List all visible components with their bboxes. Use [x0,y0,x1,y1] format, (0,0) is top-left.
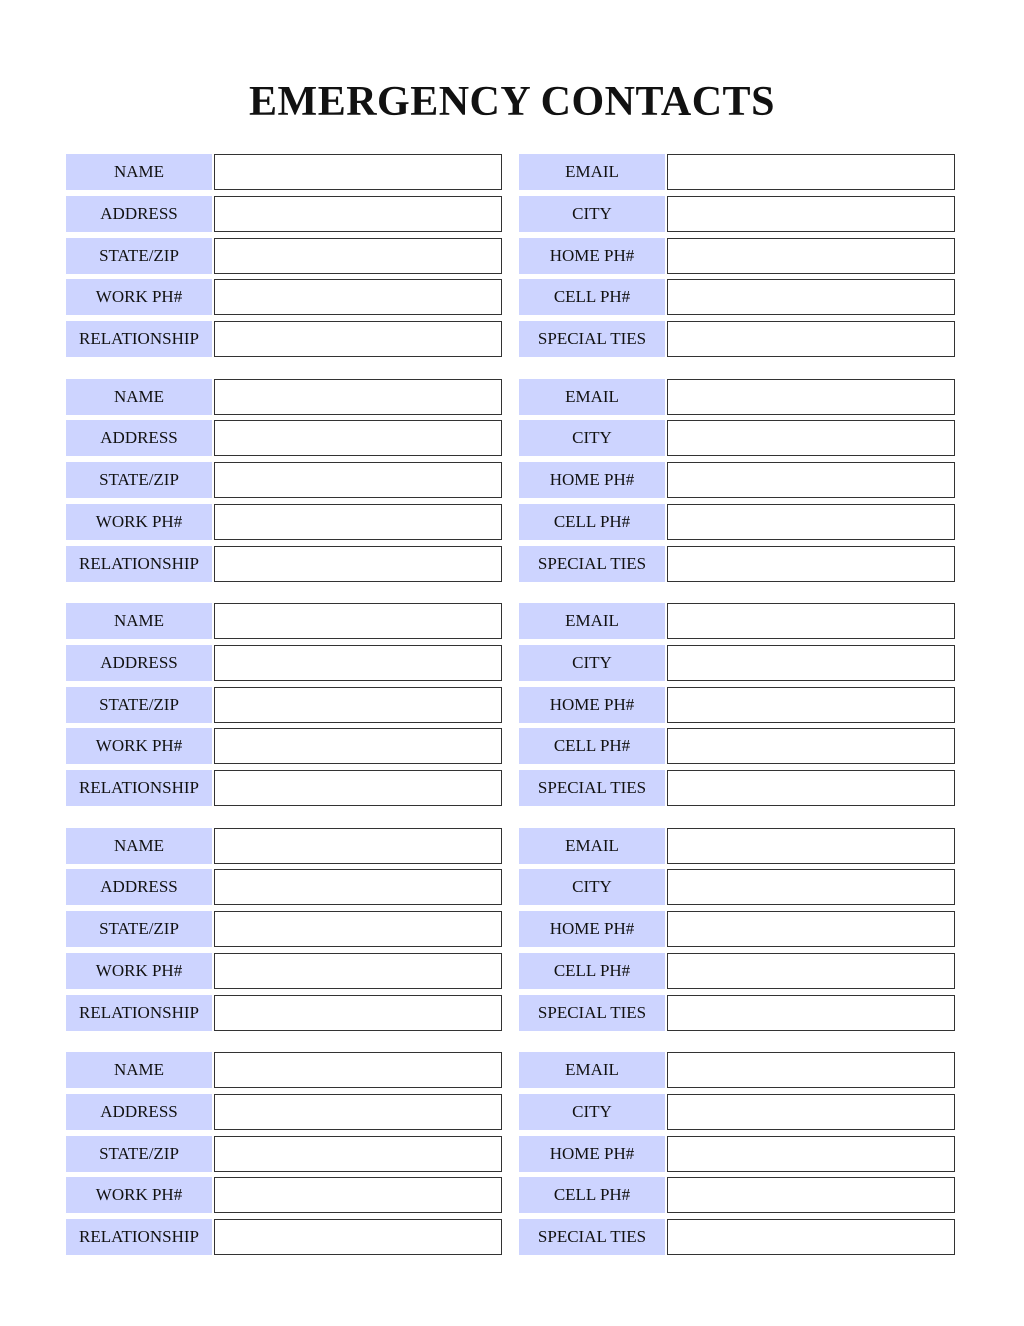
city-field[interactable] [667,645,955,681]
form-row [519,154,958,190]
contact-column-right [519,603,958,806]
form-row [519,462,958,498]
name-label: NAME [66,603,212,639]
page-title: EMERGENCY CONTACTS [249,79,775,125]
special-ties-label: SPECIAL TIES [519,770,665,806]
cell-ph-field[interactable] [667,1177,955,1213]
name-label: NAME [66,154,212,190]
address-field[interactable] [214,196,502,232]
city-field[interactable] [667,1094,955,1130]
form-row [519,687,958,723]
special-ties-field[interactable] [667,995,955,1031]
name-field[interactable] [214,828,502,864]
form-row [66,911,505,947]
form-row [66,645,505,681]
address-label: ADDRESS [66,196,212,232]
cell-ph-label: CELL PH# [519,728,665,764]
form-row [66,420,505,456]
relationship-field[interactable] [214,321,502,357]
form-row [519,953,958,989]
form-row [66,321,505,357]
relationship-label: RELATIONSHIP [66,321,212,357]
city-label: CITY [519,869,665,905]
email-field[interactable] [667,603,955,639]
cell-ph-field[interactable] [667,504,955,540]
contact-block [66,828,958,1031]
email-field[interactable] [667,154,955,190]
form-row [519,603,958,639]
relationship-field[interactable] [214,546,502,582]
state-zip-field[interactable] [214,1136,502,1172]
contact-column-left [66,1052,505,1255]
form-row [519,869,958,905]
state-zip-label: STATE/ZIP [66,238,212,274]
form-row [519,770,958,806]
form-row [519,828,958,864]
email-label: EMAIL [519,1052,665,1088]
form-row [519,1094,958,1130]
email-label: EMAIL [519,603,665,639]
form-row [519,546,958,582]
home-ph-field[interactable] [667,1136,955,1172]
name-label: NAME [66,828,212,864]
relationship-field[interactable] [214,995,502,1031]
form-row [66,1219,505,1255]
form-row [519,1052,958,1088]
special-ties-field[interactable] [667,1219,955,1255]
relationship-label: RELATIONSHIP [66,995,212,1031]
city-field[interactable] [667,196,955,232]
work-ph-field[interactable] [214,504,502,540]
contact-block [66,603,958,806]
city-label: CITY [519,420,665,456]
contact-column-right [519,828,958,1031]
relationship-field[interactable] [214,770,502,806]
form-row [66,238,505,274]
cell-ph-field[interactable] [667,953,955,989]
special-ties-field[interactable] [667,770,955,806]
contact-column-right [519,154,958,357]
form-row [66,728,505,764]
email-label: EMAIL [519,154,665,190]
relationship-field[interactable] [214,1219,502,1255]
form-row [519,279,958,315]
contact-column-left [66,379,505,582]
cell-ph-label: CELL PH# [519,504,665,540]
form-row [66,953,505,989]
form-row [66,603,505,639]
name-field[interactable] [214,154,502,190]
home-ph-label: HOME PH# [519,462,665,498]
home-ph-label: HOME PH# [519,687,665,723]
address-field[interactable] [214,645,502,681]
cell-ph-label: CELL PH# [519,1177,665,1213]
contact-block [66,379,958,582]
form-row [519,911,958,947]
form-row [519,379,958,415]
contacts-list [66,154,958,1277]
form-row [66,379,505,415]
special-ties-label: SPECIAL TIES [519,546,665,582]
email-field[interactable] [667,828,955,864]
form-row [519,1136,958,1172]
form-row [519,420,958,456]
relationship-label: RELATIONSHIP [66,546,212,582]
form-row [66,546,505,582]
form-row [66,1052,505,1088]
state-zip-label: STATE/ZIP [66,911,212,947]
contact-column-left [66,828,505,1031]
name-label: NAME [66,379,212,415]
email-field[interactable] [667,379,955,415]
special-ties-label: SPECIAL TIES [519,321,665,357]
address-field[interactable] [214,420,502,456]
form-row [66,1136,505,1172]
form-row [519,238,958,274]
address-label: ADDRESS [66,645,212,681]
work-ph-label: WORK PH# [66,1177,212,1213]
form-row [66,196,505,232]
contact-column-left [66,603,505,806]
address-field[interactable] [214,1094,502,1130]
form-row [519,728,958,764]
form-row [66,869,505,905]
city-field[interactable] [667,420,955,456]
relationship-label: RELATIONSHIP [66,1219,212,1255]
address-label: ADDRESS [66,420,212,456]
work-ph-field[interactable] [214,728,502,764]
special-ties-field[interactable] [667,321,955,357]
state-zip-field[interactable] [214,462,502,498]
home-ph-label: HOME PH# [519,1136,665,1172]
home-ph-field[interactable] [667,238,955,274]
special-ties-label: SPECIAL TIES [519,1219,665,1255]
work-ph-field[interactable] [214,953,502,989]
contact-column-left [66,154,505,357]
form-row [66,995,505,1031]
home-ph-field[interactable] [667,911,955,947]
state-zip-field[interactable] [214,238,502,274]
address-label: ADDRESS [66,869,212,905]
work-ph-label: WORK PH# [66,504,212,540]
form-row [66,504,505,540]
form-row [66,828,505,864]
cell-ph-field[interactable] [667,728,955,764]
relationship-label: RELATIONSHIP [66,770,212,806]
state-zip-label: STATE/ZIP [66,687,212,723]
work-ph-label: WORK PH# [66,279,212,315]
home-ph-field[interactable] [667,687,955,723]
contact-block [66,154,958,357]
email-field[interactable] [667,1052,955,1088]
contact-block [66,1052,958,1255]
home-ph-label: HOME PH# [519,238,665,274]
name-label: NAME [66,1052,212,1088]
form-row [66,462,505,498]
name-field[interactable] [214,379,502,415]
cell-ph-field[interactable] [667,279,955,315]
state-zip-field[interactable] [214,687,502,723]
form-row [519,1219,958,1255]
home-ph-label: HOME PH# [519,911,665,947]
city-field[interactable] [667,869,955,905]
form-row [519,645,958,681]
form-row [66,279,505,315]
contact-column-right [519,379,958,582]
email-label: EMAIL [519,828,665,864]
work-ph-label: WORK PH# [66,728,212,764]
form-row [519,995,958,1031]
special-ties-field[interactable] [667,546,955,582]
home-ph-field[interactable] [667,462,955,498]
contact-column-right [519,1052,958,1255]
state-zip-label: STATE/ZIP [66,462,212,498]
address-label: ADDRESS [66,1094,212,1130]
city-label: CITY [519,196,665,232]
form-row [519,1177,958,1213]
state-zip-field[interactable] [214,911,502,947]
form-row [66,154,505,190]
email-label: EMAIL [519,379,665,415]
address-field[interactable] [214,869,502,905]
form-row [66,1094,505,1130]
form-row [519,196,958,232]
form-row [519,321,958,357]
form-row [66,687,505,723]
city-label: CITY [519,645,665,681]
special-ties-label: SPECIAL TIES [519,995,665,1031]
name-field[interactable] [214,603,502,639]
work-ph-field[interactable] [214,279,502,315]
work-ph-label: WORK PH# [66,953,212,989]
form-row [519,504,958,540]
form-row [66,770,505,806]
city-label: CITY [519,1094,665,1130]
state-zip-label: STATE/ZIP [66,1136,212,1172]
work-ph-field[interactable] [214,1177,502,1213]
form-row [66,1177,505,1213]
cell-ph-label: CELL PH# [519,279,665,315]
name-field[interactable] [214,1052,502,1088]
cell-ph-label: CELL PH# [519,953,665,989]
